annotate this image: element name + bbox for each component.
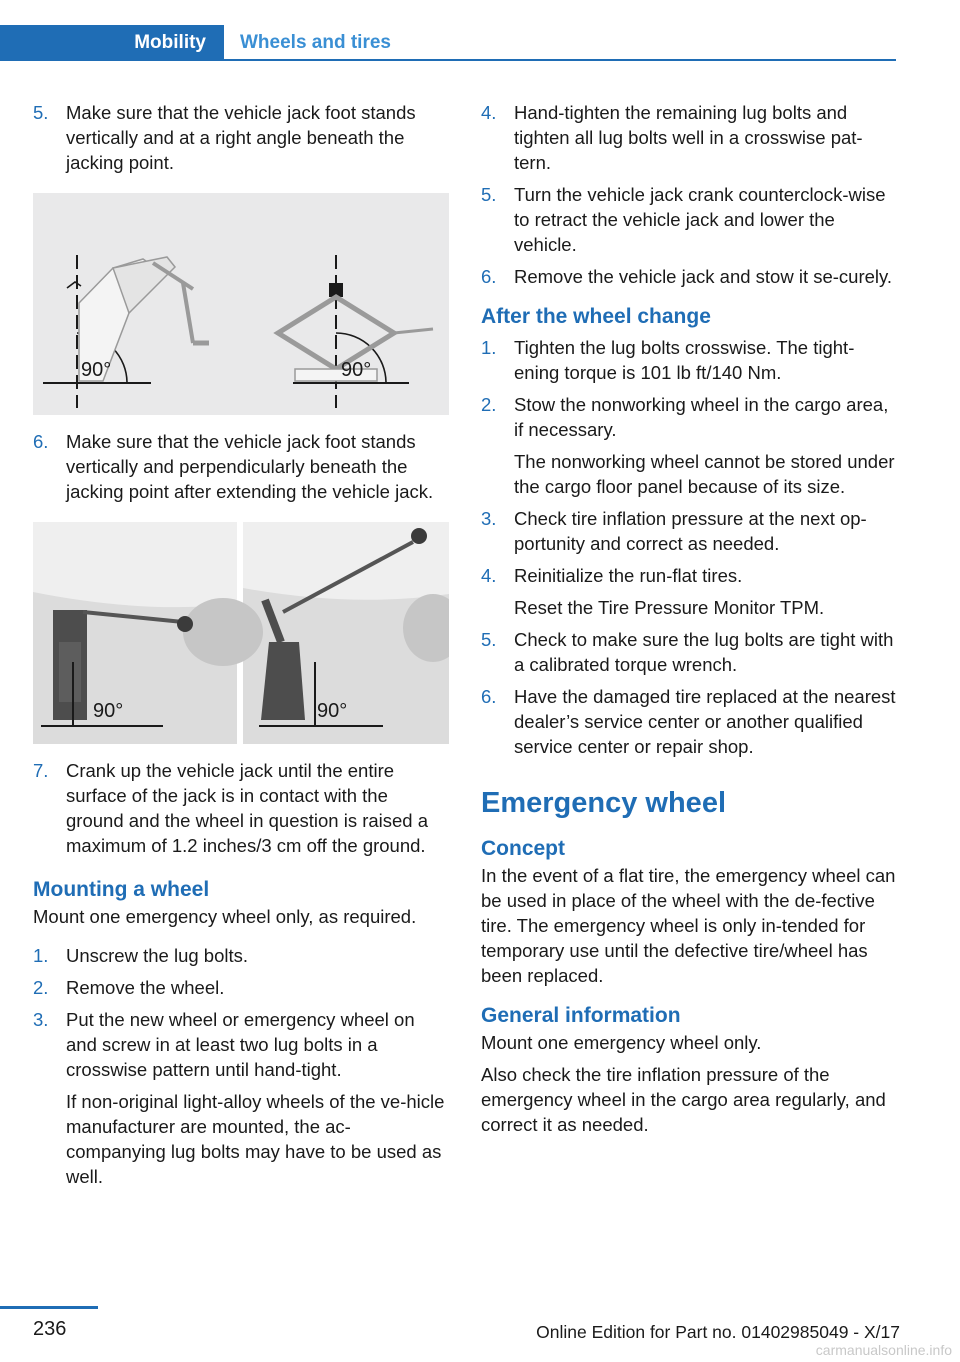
step-item xyxy=(481,100,897,175)
after-change-heading: After the wheel change xyxy=(481,305,711,328)
step-text: Have the damaged tire replaced at the nearest dealer’s service center or another qualified service center or repair shop. xyxy=(514,686,896,757)
after-change-steps xyxy=(481,335,897,759)
page-number: 236 xyxy=(33,1318,67,1340)
step-number: 5. xyxy=(33,102,49,123)
step-item xyxy=(481,563,897,620)
section-tab: Mobility xyxy=(0,25,224,61)
concept-heading: Concept xyxy=(481,837,565,860)
subsection-tab: Wheels and tires xyxy=(240,32,391,53)
step-number: 2. xyxy=(481,394,497,415)
general-info-text-2: Also check the tire inflation pressure of the emergency wheel in the cargo area regularly, and correct it as needed. xyxy=(481,1064,886,1135)
step-text: Check to make sure the lug bolts are tight with a calibrated torque wrench. xyxy=(514,629,894,675)
step-number: 5. xyxy=(481,629,497,650)
step-list-c xyxy=(33,758,449,858)
general-info-heading: General information xyxy=(481,1004,681,1027)
mounting-intro: Mount one emergency wheel only, as required. xyxy=(33,906,417,927)
right-column xyxy=(481,100,897,1144)
step-list-b xyxy=(33,429,449,504)
page-header xyxy=(0,0,960,62)
angle-label-right: 90° xyxy=(341,359,372,381)
step-item xyxy=(481,506,897,556)
step-text: Remove the wheel. xyxy=(66,977,225,998)
step-list-top xyxy=(481,100,897,289)
step-item xyxy=(33,429,449,504)
step-text: Make sure that the vehicle jack foot stands vertically and at a right angle beneath the jacking point. xyxy=(66,102,416,173)
step-list-a xyxy=(33,100,449,175)
step-text: Remove the vehicle jack and stow it se‐curely. xyxy=(514,266,893,287)
step-text: Turn the vehicle jack crank counterclock‐wise to retract the vehicle jack and lower the vehicle. xyxy=(514,184,886,255)
step-item xyxy=(33,975,449,1000)
step-item xyxy=(33,758,449,858)
step-text: Tighten the lug bolts crosswise. The tight‐ening torque is 101 lb ft/140 Nm. xyxy=(514,337,855,383)
step-number: 4. xyxy=(481,565,497,586)
step-text: Check tire inflation pressure at the next op‐portunity and correct as needed. xyxy=(514,508,867,554)
step-number: 7. xyxy=(33,760,49,781)
jack-photo-figure xyxy=(33,522,449,744)
step-item xyxy=(481,182,897,257)
step-item xyxy=(481,684,897,759)
step-number: 2. xyxy=(33,977,49,998)
step-text: Reinitialize the run-flat tires. xyxy=(514,565,743,586)
edition-note: Online Edition for Part no. 01402985049 - X/17 xyxy=(536,1322,900,1342)
general-info-text-1: Mount one emergency wheel only. xyxy=(481,1032,762,1053)
mounting-steps xyxy=(33,943,449,1189)
step-item xyxy=(481,392,897,499)
step-item xyxy=(481,627,897,677)
mounting-heading: Mounting a wheel xyxy=(33,878,210,901)
jack-angle-figure xyxy=(33,193,449,415)
step-text: Hand-tighten the remaining lug bolts and tighten all lug bolts well in a crosswise pat‐tern. xyxy=(514,102,863,173)
step-text: Unscrew the lug bolts. xyxy=(66,945,249,966)
step-number: 1. xyxy=(33,945,49,966)
step-number: 3. xyxy=(481,508,497,529)
concept-text: In the event of a flat tire, the emergency wheel can be used in place of the wheel with the de‐fective tire. The emergency wheel is only in‐tended for temporary use until the defective tire/wheel has been replaced. xyxy=(481,865,896,986)
step-text: Make sure that the vehicle jack foot stands vertically and perpendicularly beneath the jacking point after extending the vehicle jack. xyxy=(66,431,434,502)
step-item xyxy=(481,335,897,385)
angle-label-left: 90° xyxy=(93,700,124,722)
angle-label-left: 90° xyxy=(81,359,112,381)
step-text: Crank up the vehicle jack until the entire surface of the jack is in contact with the ground and the wheel in question is raised a maximum of 1.2 inches/3 cm off the ground. xyxy=(66,760,429,856)
step-note: Reset the Tire Pressure Monitor TPM. xyxy=(514,597,825,618)
step-item xyxy=(33,100,449,175)
step-note: The nonworking wheel cannot be stored under the cargo floor panel because of its size. xyxy=(514,451,895,497)
step-number: 5. xyxy=(481,184,497,205)
step-text: Put the new wheel or emergency wheel on and screw in at least two lug bolts in a crosswise pattern until hand-tight. xyxy=(66,1009,415,1080)
step-item xyxy=(33,1007,449,1189)
step-number: 6. xyxy=(481,686,497,707)
header-rule xyxy=(224,59,896,61)
step-number: 6. xyxy=(33,431,49,452)
emergency-wheel-heading: Emergency wheel xyxy=(481,787,726,819)
step-number: 1. xyxy=(481,337,497,358)
angle-label-right: 90° xyxy=(317,700,348,722)
left-column xyxy=(33,100,449,1196)
step-item xyxy=(33,943,449,968)
step-text: Stow the nonworking wheel in the cargo area, if necessary. xyxy=(514,394,889,440)
footer-rule xyxy=(0,1306,98,1309)
step-number: 3. xyxy=(33,1009,49,1030)
step-number: 4. xyxy=(481,102,497,123)
watermark: carmanualsonline.info xyxy=(815,1342,952,1358)
step-item xyxy=(481,264,897,289)
step-note: If non-original light-alloy wheels of the ve‐hicle manufacturer are mounted, the ac‐companying lug bolts may have to be used as well. xyxy=(66,1091,445,1187)
step-number: 6. xyxy=(481,266,497,287)
